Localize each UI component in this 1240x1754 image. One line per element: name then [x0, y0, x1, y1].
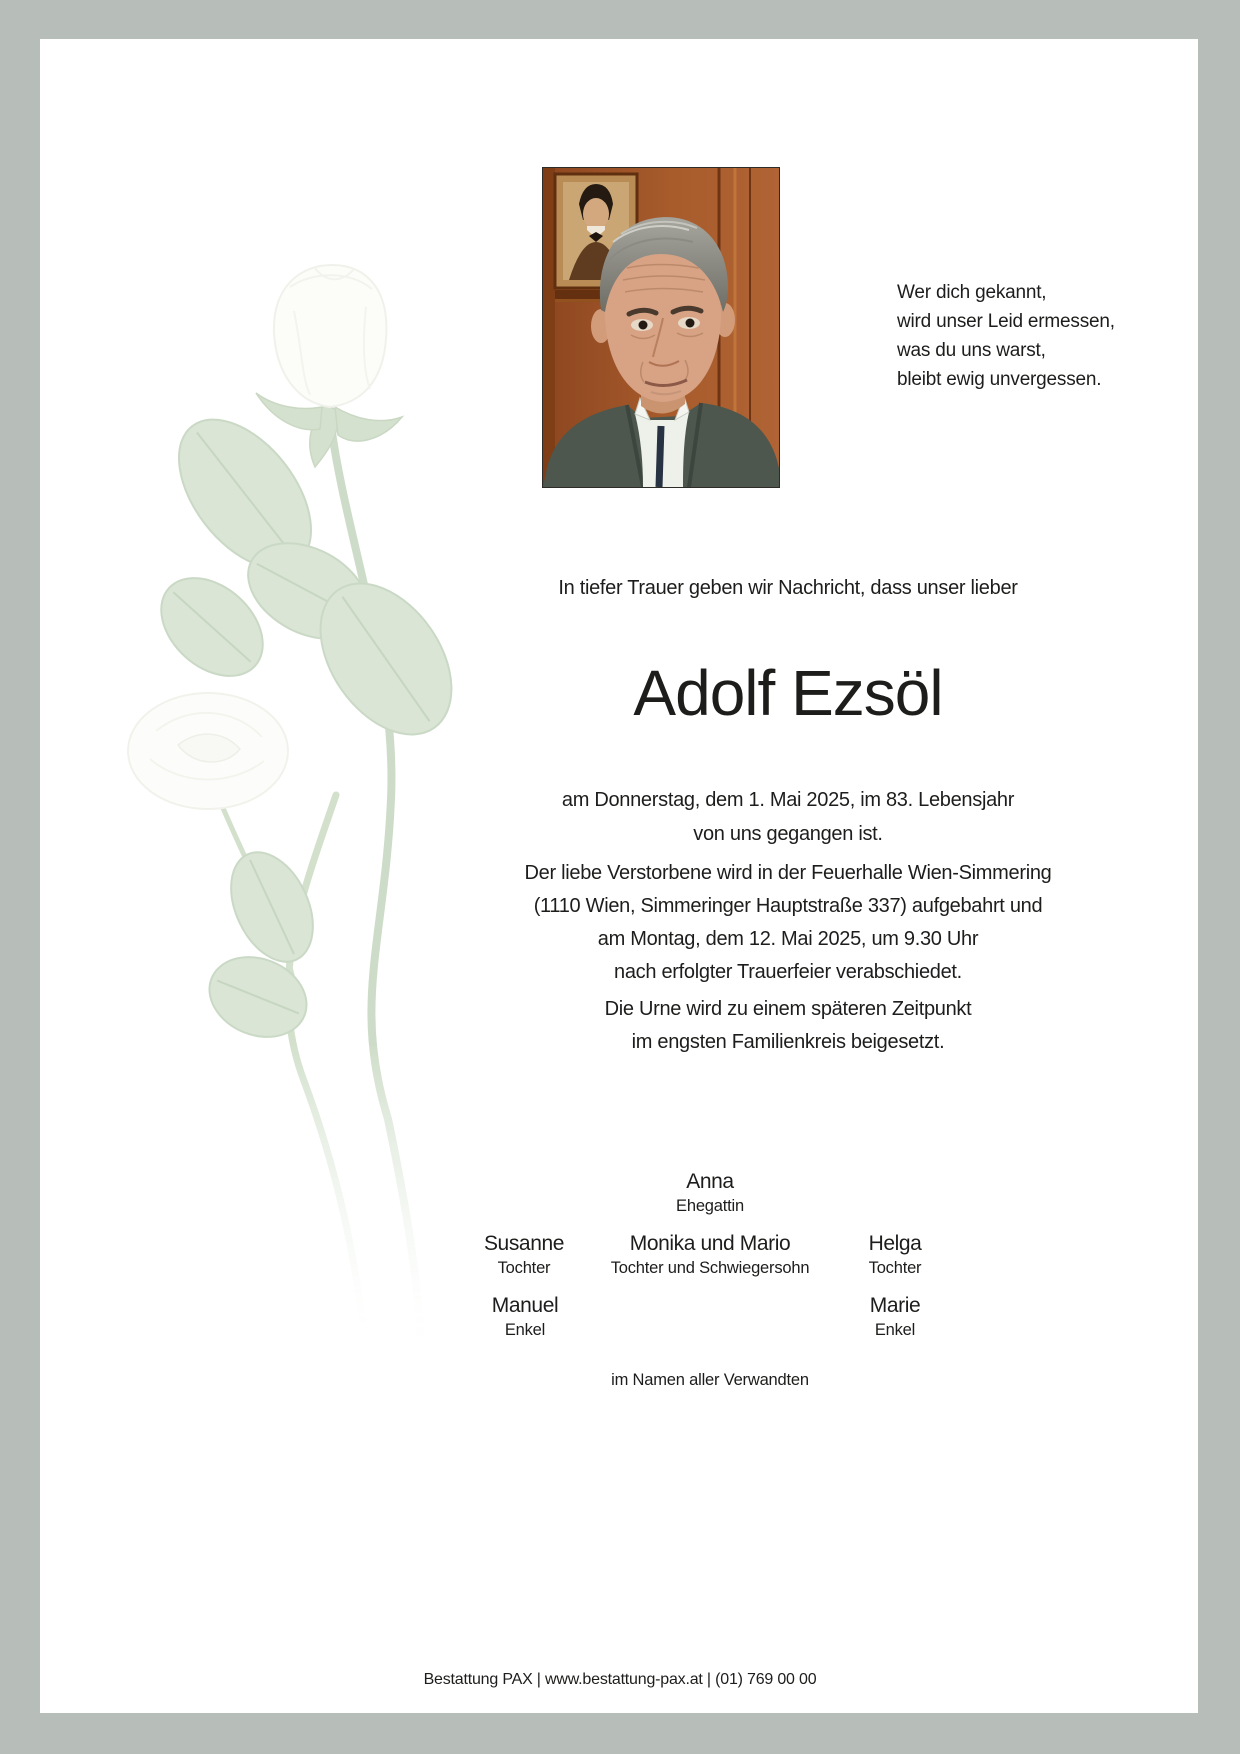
mourner-relation: Tochter: [497, 1259, 551, 1277]
verse-line: Wer dich gekannt,: [897, 282, 1047, 303]
announcement-intro: In tiefer Trauer geben wir Nachricht, dass unser lieber: [558, 577, 1018, 599]
rose-bloom-top: [274, 265, 387, 407]
mourner-relation: Tochter und Schwiegersohn: [610, 1259, 810, 1277]
card-sheet: [40, 39, 1198, 1713]
mourner-relation: Enkel: [874, 1321, 916, 1339]
mourner-name: Susanne: [483, 1232, 565, 1255]
deceased-photo: [542, 167, 780, 488]
mourner-name: Anna: [686, 1170, 734, 1193]
ceremony-info-line: Der liebe Verstorbene wird in der Feuerhalle Wien-Simmering: [524, 862, 1052, 884]
mourners-closing-line: im Namen aller Verwandten: [611, 1371, 809, 1389]
ceremony-info-line: (1110 Wien, Simmeringer Hauptstraße 337) aufgebahrt und: [533, 895, 1043, 917]
deceased-name: Adolf Ezsöl: [633, 657, 943, 729]
mourner-relation: Enkel: [504, 1321, 546, 1339]
mourner-grandson-manuel: [492, 1293, 558, 1341]
footer-text: Bestattung PAX | www.bestattung-pax.at | (01) 769 00 00: [423, 1671, 817, 1688]
mourner-daughter-susanne: [484, 1231, 564, 1279]
urn-info-line: Die Urne wird zu einem späteren Zeitpunkt: [604, 998, 972, 1020]
mourner-name: Monika und Mario: [629, 1232, 791, 1255]
verse-line: was du uns warst,: [897, 340, 1046, 361]
portrait-illustration: [543, 168, 779, 487]
urn-info-line: im engsten Familienkreis beigesetzt.: [631, 1031, 945, 1053]
mourner-name: Marie: [869, 1294, 921, 1317]
mourner-relation: Ehegattin: [676, 1197, 744, 1215]
rose-bloom-lower: [128, 693, 288, 809]
death-info-line: von uns gegangen ist.: [693, 823, 883, 845]
mourner-granddaughter-marie: [870, 1293, 921, 1341]
memorial-verse: [897, 278, 1115, 394]
urn-info: [605, 993, 972, 1059]
mourner-name: Manuel: [491, 1294, 559, 1317]
mourner-daughter-monika-mario: [611, 1231, 810, 1279]
mourner-daughter-helga: [869, 1231, 922, 1279]
mourner-widow: [676, 1169, 744, 1217]
death-info-line: am Donnerstag, dem 1. Mai 2025, im 83. Lebensjahr: [561, 789, 1015, 811]
mourner-relation: Tochter: [868, 1259, 922, 1277]
verse-line: wird unser Leid ermessen,: [897, 311, 1115, 332]
verse-line: bleibt ewig unvergessen.: [897, 369, 1102, 390]
ceremony-info: [525, 857, 1052, 989]
ceremony-info-line: nach erfolgter Trauerfeier verabschiedet.: [614, 961, 962, 983]
white-roses-watermark: [100, 239, 460, 1359]
mourner-name: Helga: [868, 1232, 922, 1255]
white-roses-illustration: [100, 239, 460, 1359]
death-info: [562, 783, 1014, 851]
ceremony-info-line: am Montag, dem 12. Mai 2025, um 9.30 Uhr: [597, 928, 979, 950]
